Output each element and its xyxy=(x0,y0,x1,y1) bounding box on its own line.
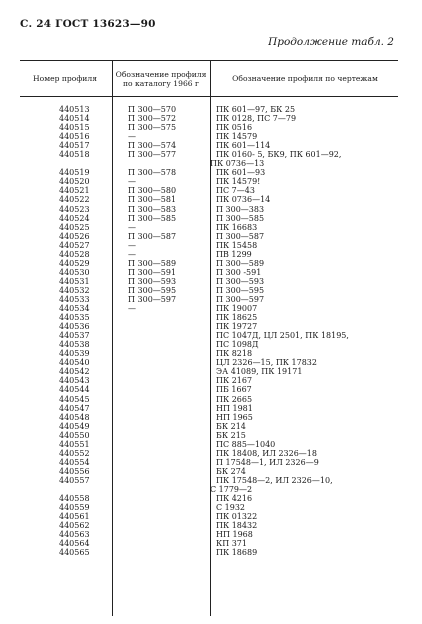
catalog-designation: П 300—575 xyxy=(128,123,177,133)
catalog-designation: П 300—578 xyxy=(128,168,177,178)
drawing-designation: ПК 19727 xyxy=(216,322,258,332)
drawing-designation: П 300—383 xyxy=(216,204,265,214)
profile-number: 440523 xyxy=(59,204,90,214)
table-row xyxy=(20,223,398,232)
table-row xyxy=(20,205,398,214)
table-row xyxy=(20,150,398,159)
catalog-designation: П 300—570 xyxy=(128,105,177,114)
profile-number: 440537 xyxy=(59,331,90,341)
drawing-designation: ПК 2665 xyxy=(216,394,253,404)
table-row xyxy=(20,241,398,250)
profile-number: 440516 xyxy=(59,132,90,142)
catalog-designation: П 300—593 xyxy=(128,276,177,286)
table-row xyxy=(20,521,398,530)
profile-number: 440559 xyxy=(59,503,90,513)
table-row xyxy=(20,358,398,367)
drawing-designation-continued: С 1779—2 xyxy=(210,484,253,494)
drawing-designation: ПК 18432 xyxy=(216,521,258,531)
catalog-designation: П 300—585 xyxy=(128,213,177,223)
drawing-designation: ПК 0736—14 xyxy=(216,195,271,205)
profile-number: 440549 xyxy=(59,421,90,431)
profile-number: 440513 xyxy=(59,105,90,114)
table-row xyxy=(20,458,398,467)
catalog-designation: П 300—572 xyxy=(128,114,177,124)
profile-number: 440520 xyxy=(59,177,90,187)
drawing-designation: БК 274 xyxy=(216,466,246,476)
table-row xyxy=(20,259,398,268)
profile-number: 440518 xyxy=(59,150,90,160)
drawing-designation: ПК 17548—2, ИЛ 2326—10, xyxy=(216,475,333,485)
profile-number: 440562 xyxy=(59,521,90,531)
drawing-designation: ПК 18625 xyxy=(216,313,258,323)
drawing-designation: НП 1981 xyxy=(216,403,253,413)
table-row xyxy=(20,431,398,440)
catalog-designation: — xyxy=(128,304,136,314)
table-row xyxy=(20,413,398,422)
table-row xyxy=(20,503,398,512)
table-row xyxy=(20,404,398,413)
profile-number: 440538 xyxy=(59,340,90,350)
profile-number: 440536 xyxy=(59,322,90,332)
profile-number: 440517 xyxy=(59,141,90,151)
table-row xyxy=(20,132,398,141)
drawing-designation: ПК 19007 xyxy=(216,304,258,314)
table-row xyxy=(20,177,398,186)
profile-number: 440563 xyxy=(59,530,90,540)
drawing-designation: П 300—595 xyxy=(216,285,265,295)
catalog-designation: П 300—577 xyxy=(128,150,177,160)
drawing-designation: ПС 1047Д, ЦЛ 2501, ПК 18195, xyxy=(216,331,349,341)
drawing-designation: КП 371 xyxy=(216,539,247,549)
table-row xyxy=(20,395,398,404)
profile-number: 440530 xyxy=(59,267,90,277)
table-row xyxy=(20,331,398,340)
drawing-designation: С 1932 xyxy=(216,503,246,513)
table-body xyxy=(20,105,398,557)
table-continuation-label: Продолжение табл. 2 xyxy=(268,36,394,48)
drawing-designation: ПК 0160- 5, БК9, ПК 601—92, xyxy=(216,150,342,160)
profile-number: 440554 xyxy=(59,457,90,467)
catalog-designation: П 300—581 xyxy=(128,195,177,205)
table-row xyxy=(20,268,398,277)
profile-number: 440564 xyxy=(59,539,90,549)
drawing-designation: ПК 18408, ИЛ 2326—18 xyxy=(216,448,317,458)
drawing-designation: ПС 1098Д xyxy=(216,340,259,350)
drawing-designation: БК 214 xyxy=(216,421,246,431)
table-row xyxy=(20,367,398,376)
table-row xyxy=(20,168,398,177)
table-row xyxy=(20,539,398,548)
table-row xyxy=(20,494,398,503)
profile-number: 440535 xyxy=(59,313,90,323)
table-row xyxy=(20,440,398,449)
drawing-designation: ПК 601—93 xyxy=(216,168,266,178)
profile-number: 440547 xyxy=(59,403,90,413)
table-header xyxy=(20,61,398,97)
profile-number: 440565 xyxy=(59,548,90,558)
drawing-designation: П 300—589 xyxy=(216,258,265,268)
table-row xyxy=(20,385,398,394)
catalog-designation: — xyxy=(128,132,136,142)
catalog-designation: П 300—580 xyxy=(128,186,177,196)
table-row xyxy=(20,232,398,241)
drawing-designation: П 300—587 xyxy=(216,231,265,241)
table-row xyxy=(20,114,398,123)
drawing-designation: П 300—597 xyxy=(216,294,265,304)
profile-table xyxy=(20,60,398,616)
drawing-designation: ПК 18689 xyxy=(216,548,258,558)
profile-number: 440543 xyxy=(59,376,90,386)
profile-number: 440514 xyxy=(59,114,90,124)
drawing-designation: П 300—585 xyxy=(216,213,265,223)
table-row xyxy=(20,512,398,521)
drawing-designation: ПК 2167 xyxy=(216,376,253,386)
table-row-continuation xyxy=(20,159,398,168)
drawing-designation: ЦЛ 2326—15, ПК 17832 xyxy=(216,358,317,368)
drawing-designation: П 300 -591 xyxy=(216,267,262,277)
catalog-designation: — xyxy=(128,240,136,250)
table-row xyxy=(20,286,398,295)
table-row xyxy=(20,186,398,195)
profile-number: 440524 xyxy=(59,213,90,223)
profile-number: 440533 xyxy=(59,294,90,304)
catalog-designation: — xyxy=(128,249,136,259)
catalog-designation: — xyxy=(128,222,136,232)
drawing-designation: ПК 0516 xyxy=(216,123,253,133)
profile-number: 440552 xyxy=(59,448,90,458)
profile-number: 440522 xyxy=(59,195,90,205)
drawing-designation: ПС 885—1040 xyxy=(216,439,276,449)
profile-number: 440529 xyxy=(59,258,90,268)
drawing-designation: НП 1965 xyxy=(216,412,253,422)
drawing-designation: ПК 14579! xyxy=(216,177,261,187)
table-row xyxy=(20,105,398,114)
profile-number: 440558 xyxy=(59,494,90,504)
profile-number: 440521 xyxy=(59,186,90,196)
drawing-designation: ПК 601—114 xyxy=(216,141,271,151)
table-row xyxy=(20,530,398,539)
column-header-drawing-designation: Обозначение профиля по чертежам xyxy=(210,61,399,96)
drawing-designation: ЭА 41089, ПК 19171 xyxy=(216,367,303,377)
profile-number: 440550 xyxy=(59,430,90,440)
catalog-designation: П 300—587 xyxy=(128,231,177,241)
table-row xyxy=(20,548,398,557)
profile-number: 440556 xyxy=(59,466,90,476)
profile-number: 440532 xyxy=(59,285,90,295)
table-row xyxy=(20,304,398,313)
profile-number: 440542 xyxy=(59,367,90,377)
drawing-designation: ПС 7—43 xyxy=(216,186,255,196)
drawing-designation: П 17548—1, ИЛ 2326—9 xyxy=(216,457,319,467)
drawing-designation: ПК 8218 xyxy=(216,349,253,359)
table-row xyxy=(20,467,398,476)
table-row xyxy=(20,195,398,204)
profile-number: 440519 xyxy=(59,168,90,178)
profile-number: 440548 xyxy=(59,412,90,422)
table-row xyxy=(20,349,398,358)
profile-number: 440551 xyxy=(59,439,90,449)
profile-number: 440544 xyxy=(59,385,90,395)
drawing-designation: ПК 14579 xyxy=(216,132,258,142)
drawing-designation: ПК 4216 xyxy=(216,494,253,504)
profile-number: 440528 xyxy=(59,249,90,259)
table-row xyxy=(20,295,398,304)
table-row xyxy=(20,141,398,150)
profile-number: 440531 xyxy=(59,276,90,286)
profile-number: 440515 xyxy=(59,123,90,133)
catalog-designation: П 300—574 xyxy=(128,141,177,151)
table-row xyxy=(20,340,398,349)
table-row xyxy=(20,322,398,331)
drawing-designation: ПК 15458 xyxy=(216,240,258,250)
profile-number: 440539 xyxy=(59,349,90,359)
catalog-designation: П 300—591 xyxy=(128,267,177,277)
table-row xyxy=(20,277,398,286)
table-row xyxy=(20,376,398,385)
drawing-designation: ПВ 1299 xyxy=(216,249,252,259)
profile-number: 440534 xyxy=(59,304,90,314)
catalog-designation: П 300—589 xyxy=(128,258,177,268)
profile-number: 440525 xyxy=(59,222,90,232)
catalog-designation: П 300—597 xyxy=(128,294,177,304)
profile-number: 440526 xyxy=(59,231,90,241)
drawing-designation: П 300—593 xyxy=(216,276,265,286)
drawing-designation: ПК 16683 xyxy=(216,222,258,232)
column-header-catalog-designation: Обозначение профиля по каталогу 1966 г xyxy=(112,61,209,96)
column-header-profile-number: Номер профиля xyxy=(33,74,97,83)
drawing-designation: ПБ 1667 xyxy=(216,385,252,395)
drawing-designation: ПК 01322 xyxy=(216,512,258,522)
drawing-designation: НП 1968 xyxy=(216,530,253,540)
drawing-designation: БК 215 xyxy=(216,430,246,440)
drawing-designation-continued: ПК 0736—13 xyxy=(210,159,265,169)
drawing-designation: ПК 601—97, БК 25 xyxy=(216,105,296,114)
table-row xyxy=(20,449,398,458)
table-row xyxy=(20,214,398,223)
table-row-continuation xyxy=(20,485,398,494)
drawing-designation: ПК 0128, ПС 7—79 xyxy=(216,114,297,124)
profile-number: 440527 xyxy=(59,240,90,250)
profile-number: 440557 xyxy=(59,475,90,485)
profile-number: 440540 xyxy=(59,358,90,368)
table-row xyxy=(20,123,398,132)
catalog-designation: П 300—583 xyxy=(128,204,177,214)
catalog-designation: — xyxy=(128,177,136,187)
table-row xyxy=(20,422,398,431)
table-row xyxy=(20,476,398,485)
table-row xyxy=(20,313,398,322)
page-header: С. 24 ГОСТ 13623—90 xyxy=(20,18,156,30)
catalog-designation: П 300—595 xyxy=(128,285,177,295)
table-row xyxy=(20,250,398,259)
profile-number: 440545 xyxy=(59,394,90,404)
profile-number: 440561 xyxy=(59,512,90,522)
